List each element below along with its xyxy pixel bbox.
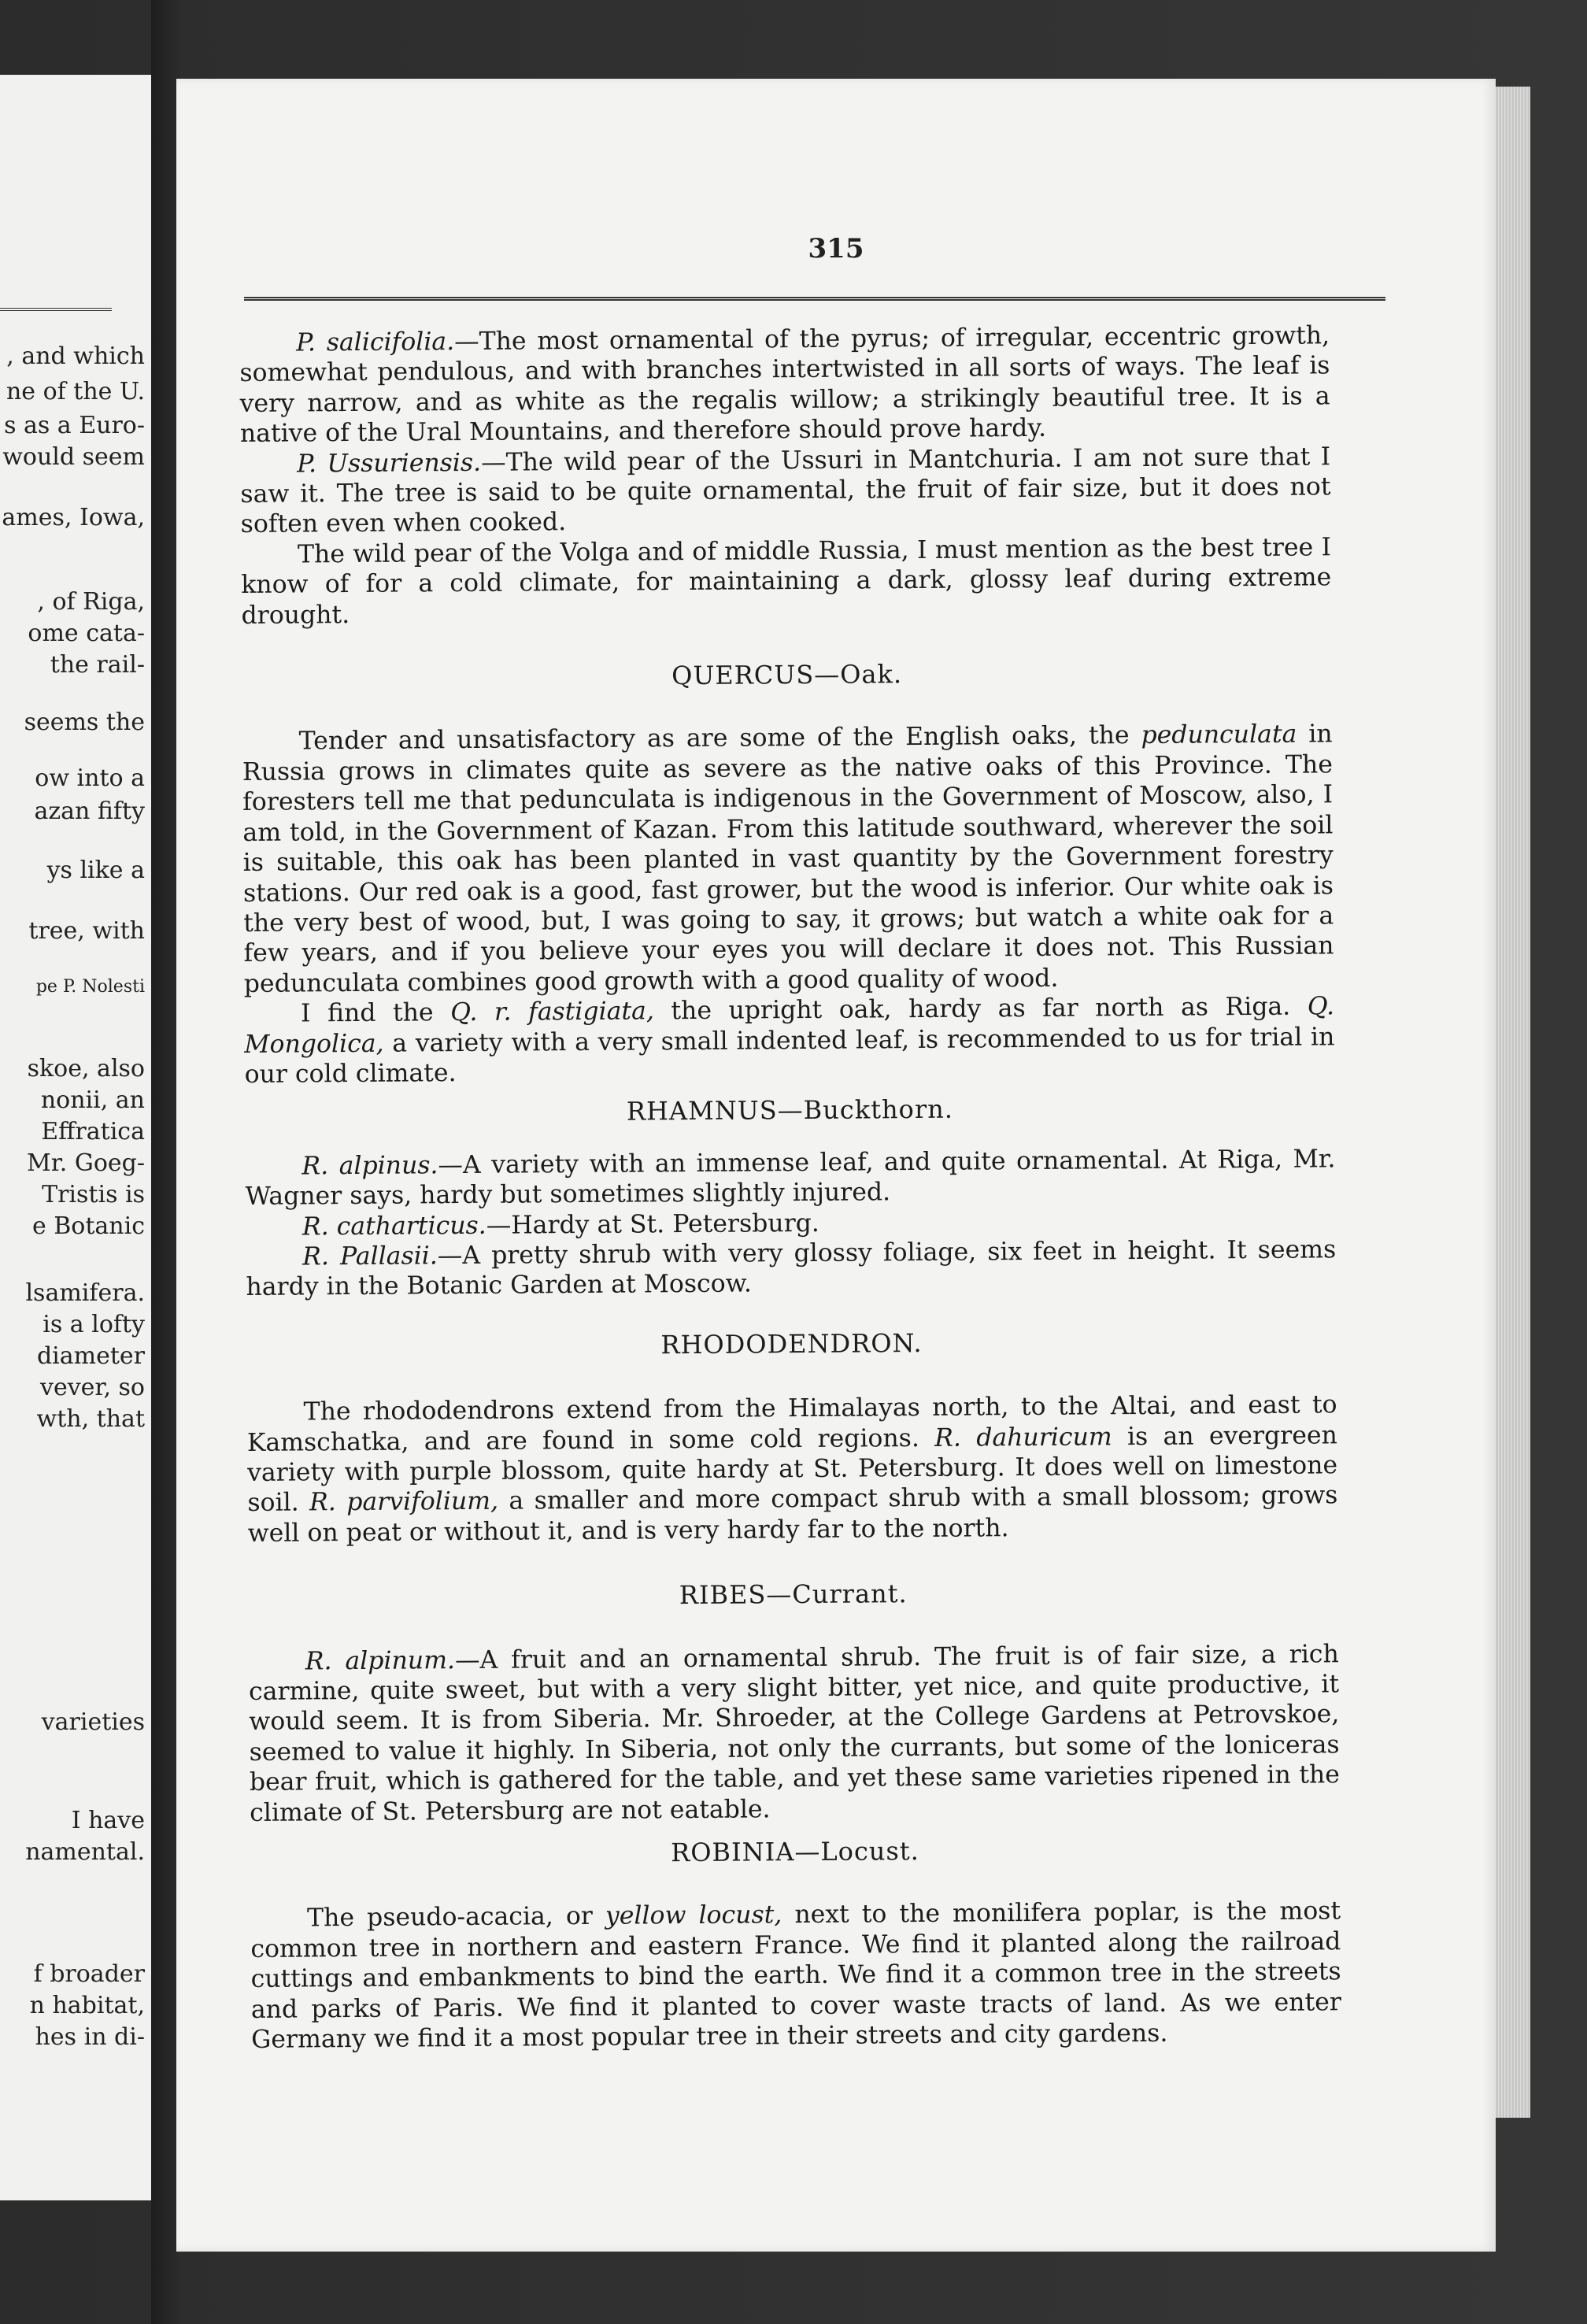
left-fragment-line: ne of the U. <box>6 378 145 405</box>
previous-page-fragment <box>0 75 151 2200</box>
left-fragment-line: the rail- <box>50 651 145 679</box>
book-gutter <box>151 0 179 2324</box>
header-double-rule <box>244 297 1385 304</box>
section-heading-quercus: QUERCUS—Oak. <box>671 659 903 691</box>
paragraph-rhododendron: The rhododendrons extend from the Himalayas north, to the Altai, and east to Kamschatka, and are found in some cold regions. R. dahuricum is an evergreen variety with purple blossom, quite hardy at St. Petersburg. It does well on limestone soil. R. parvifolium, a smaller and more compact shrub with a small blossom; grows well on peat or without it, and is very hardy far to the north. <box>246 1390 1338 1548</box>
left-fragment-line: Effratica <box>41 1118 145 1145</box>
left-fragment-line: nonii, an <box>40 1086 145 1114</box>
paragraph-rhamnus-alpinus: R. alpinus.—A variety with an immense leaf, and quite ornamental. At Riga, Mr. Wagner says, hardy but sometimes slightly injured. <box>245 1145 1336 1212</box>
paragraph-ribes-alpinum: R. alpinum.—A fruit and an ornamental shrub. The fruit is of fair size, a rich carmine, quite sweet, but with a very slight bitter, yet nice, and quite productive, it would seem. It is from Siberia. Mr. Shroeder, at the College Gardens at Petrovskoe, seemed to value it highly. In Siberia, not only the currants, but some of the loniceras bear fruit, which is gathered for the table, and yet these same varieties ripened in the climate of St. Petersburg are not eatable. <box>248 1639 1340 1827</box>
paragraph-pyrus-salicifolia: P. salicifolia.—The most ornamental of the pyrus; of irregular, eccentric growth, somewhat pendulous, and with branches intertwisted in all sorts of ways. The leaf is very narrow, and as white as the regalis willow; a strikingly beautiful tree. It is a native of the Ural Mountains, and therefore should prove hardy. <box>239 321 1330 449</box>
left-fragment-line: tree, with <box>28 917 145 945</box>
left-fragment-line: seems the <box>24 709 145 736</box>
left-fragment-line: n habitat, <box>29 1992 145 2019</box>
left-fragment-line: ames, Iowa, <box>2 504 145 531</box>
left-fragment-line: ys like a <box>46 857 145 884</box>
left-fragment-line: lsamifera. <box>25 1279 145 1307</box>
section-heading-ribes: RIBES—Currant. <box>679 1578 908 1611</box>
species-name: pedunculata <box>1141 720 1297 750</box>
left-fragment-line: hes in di- <box>35 2023 145 2051</box>
species-name: P. Ussuriensis. <box>297 448 482 479</box>
left-fragment-line: varieties <box>41 1708 145 1736</box>
page-number: 315 <box>808 233 864 265</box>
left-fragment-line: wth, that <box>36 1405 145 1433</box>
species-name: yellow locust, <box>605 1900 782 1931</box>
species-name: R. alpinus. <box>301 1151 438 1181</box>
left-fragment-line: ow into a <box>35 764 145 792</box>
page-edge-stack <box>1496 87 1530 2118</box>
species-name: R. Pallasii. <box>302 1242 438 1271</box>
left-fragment-line: s as a Euro- <box>4 412 145 439</box>
left-fragment-line: namental. <box>25 1838 145 1866</box>
paragraph-quercus-pedunculata: Tender and unsatisfactory as are some of the English oaks, the pedunculata in Russia grows in climates quite as severe as the native oaks of this Province. The foresters tell me that pedunculata is indigenous in the Government of Moscow, also, I am told, in the Government of Kazan. From this latitude southward, wherever the soil is suitable, this oak has been planted in vast quantity by the Government forestry stations. Our red oak is a good, fast grower, but the wood is inferior. Our white oak is the very best of wood, but, I was going to say, it grows; but watch a white oak for a few years, and if you believe your eyes you will declare it does not. This Russian pedunculata combines good growth with a good quality of wood. <box>242 720 1334 998</box>
species-name: Q. Mongolica, <box>244 992 1335 1059</box>
left-fragment-line: Mr. Goeg- <box>27 1149 145 1177</box>
paragraph-pyrus-ussuriensis: P. Ussuriensis.—The wild pear of the Ussuri in Mantchuria. I am not sure that I saw it. The tree is said to be quite ornamental, the fruit of fair size, but it does not soften even when cooked. <box>240 442 1331 539</box>
left-fragment-line: , and which <box>6 342 145 370</box>
paragraph-robinia: The pseudo-acacia, or yellow locust, next to the monilifera poplar, is the most common tree in northern and eastern France. We find it planted along the railroad cuttings and embankments to bind the earth. We find it a common tree in the streets and parks of Paris. We find it planted to cover waste tracts of land. As we enter Germany we find it a most popular tree in their streets and city gardens. <box>250 1897 1342 2055</box>
left-fragment-line: Tristis is <box>42 1181 145 1208</box>
previous-page-rule <box>0 308 112 311</box>
species-name: R. dahuricum <box>934 1422 1112 1452</box>
paragraph-quercus-fastigiata: I find the Q. r. fastigiata, the upright oak, hardy as far north as Riga. Q. Mongolica, a variety with a very small indented leaf, is recommended to us for trial in our cold climate. <box>244 992 1335 1089</box>
book-page <box>176 79 1496 2252</box>
left-fragment-line: skoe, also <box>27 1055 145 1082</box>
section-heading-rhododendron: RHODODENDRON. <box>660 1327 923 1360</box>
left-fragment-line: ome cata- <box>28 620 145 647</box>
species-name: R. parvifolium, <box>309 1487 499 1517</box>
left-fragment-line: f broader <box>33 1960 145 1988</box>
paragraph-rhamnus-catharticus: R. catharticus.—Hardy at St. Petersburg. <box>301 1208 820 1242</box>
left-fragment-line: pe P. Nolesti <box>35 977 145 997</box>
left-fragment-line: , of Riga, <box>37 588 145 616</box>
left-fragment-line: diameter <box>36 1342 145 1370</box>
species-name: R. alpinum. <box>305 1645 456 1676</box>
left-fragment-line: vever, so <box>40 1374 145 1401</box>
species-name: P. salicifolia. <box>296 328 455 357</box>
section-heading-rhamnus: RHAMNUS—Buckthorn. <box>626 1094 954 1127</box>
left-fragment-line: I have <box>71 1807 145 1834</box>
paragraph-rhamnus-pallasii: R. Pallasii.—A pretty shrub with very glossy foliage, six feet in height. It seems hardy in the Botanic Garden at Moscow. <box>246 1235 1337 1302</box>
left-fragment-line: azan fifty <box>34 797 145 825</box>
page-body <box>239 320 1341 2055</box>
left-fragment-line: would seem <box>2 443 145 471</box>
species-name: R. catharticus. <box>301 1211 486 1242</box>
left-fragment-line: e Botanic <box>31 1212 145 1240</box>
section-heading-robinia: ROBINIA—Locust. <box>671 1836 920 1868</box>
left-fragment-line: is a lofty <box>43 1311 145 1338</box>
paragraph-volga-pear: The wild pear of the Volga and of middle Russia, I must mention as the best tree I know of for a cold climate, for maintaining a dark, glossy leaf during extreme drought. <box>241 533 1332 630</box>
species-name: Q. r. fastigiata, <box>450 997 655 1027</box>
